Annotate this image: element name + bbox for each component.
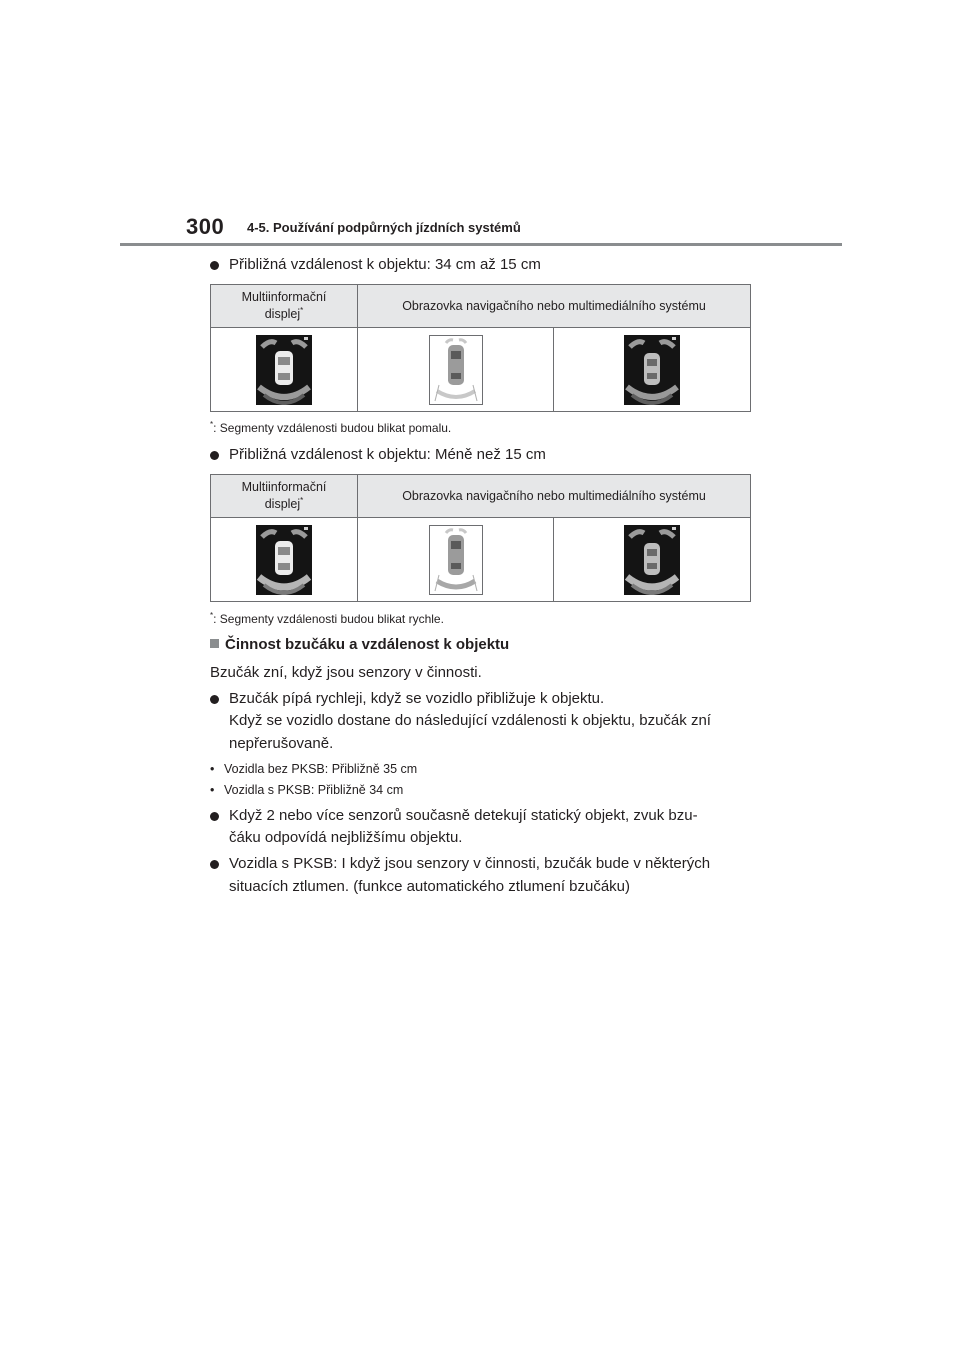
bullet-text: Vozidla s PKSB: I když jsou senzory v činnosti, bzučák bude v některých: [229, 855, 711, 872]
bullet-dot: [210, 451, 219, 460]
page-number: 300: [186, 214, 225, 239]
bullet-dot: [210, 860, 219, 869]
parking-display-dark-image: [624, 525, 680, 595]
footnote-text: : Segmenty vzdálenosti budou blikat rychle.: [213, 612, 444, 626]
multi-info-display-image: [211, 328, 358, 412]
header-line1: Multiinformační: [241, 290, 327, 305]
footnote-2: [210, 611, 444, 626]
multimedia-display-image: [554, 328, 751, 412]
footnote-text: : Segmenty vzdálenosti budou blikat pomalu.: [213, 421, 452, 435]
parking-display-dark-image: [624, 335, 680, 405]
navigation-display-image: [358, 328, 554, 412]
bullet-dot: [210, 695, 219, 704]
navigation-screen-header: Obrazovka navigačního nebo multimediálního systému: [358, 475, 751, 518]
parking-display-dark-image: [256, 335, 312, 405]
header-line2: displej: [264, 497, 301, 512]
navigation-screen-header: Obrazovka navigačního nebo multimediálního systému: [358, 285, 751, 328]
footnote-mark: *: [210, 420, 214, 429]
parking-display-dark-image: [256, 525, 312, 595]
footnote-1: [210, 420, 451, 435]
multi-info-display-header: [211, 285, 358, 328]
bullet-text: Přibližná vzdálenost k objektu: 34 cm až 15 cm: [229, 256, 541, 273]
page-header: [0, 0, 960, 250]
asterisk: *: [300, 496, 304, 506]
sub-bullet-dot: •: [210, 783, 215, 797]
bullet-continuation: Když se vozidlo dostane do následující vzdálenosti k objektu, bzučák zní: [229, 712, 711, 729]
parking-display-light-image: [429, 525, 483, 595]
multi-info-display-image: [211, 518, 358, 602]
bullet-text: Když 2 nebo více senzorů současně detekují statický objekt, zvuk bzu-: [229, 807, 698, 824]
bullet-continuation: situacích ztlumen. (funkce automatického ztlumení bzučáku): [229, 878, 631, 895]
section-title: 4-5. Používání podpůrných jízdních systémů: [247, 220, 521, 235]
display-table-2: [210, 474, 751, 602]
square-bullet-icon: [210, 639, 219, 648]
sub-bullet-text: Vozidla bez PKSB: Přibližně 35 cm: [224, 762, 418, 776]
buzzer-intro: Bzučák zní, když jsou senzory v činnosti.: [210, 664, 482, 681]
bullet-text: Přibližná vzdálenost k objektu: Méně než 15 cm: [229, 446, 546, 463]
header-line1: Multiinformační: [241, 480, 327, 495]
sub-bullet-dot: •: [210, 762, 215, 776]
buzzer-heading: [210, 636, 509, 653]
header-divider: [120, 243, 842, 246]
bullet-dot: [210, 261, 219, 270]
asterisk: *: [300, 306, 304, 316]
bullet-continuation: čáku odpovídá nejbližšímu objektu.: [229, 829, 463, 846]
multimedia-display-image: [554, 518, 751, 602]
sub-bullet-text: Vozidla s PKSB: Přibližně 34 cm: [224, 783, 404, 797]
parking-display-light-image: [429, 335, 483, 405]
bullet-dot: [210, 812, 219, 821]
sub-bullet-2: [210, 783, 403, 797]
header-line2: displej: [264, 307, 301, 322]
navigation-display-image: [358, 518, 554, 602]
display-table-1: [210, 284, 751, 412]
multi-info-display-header: [211, 475, 358, 518]
heading-text: Činnost bzučáku a vzdálenost k objektu: [225, 636, 510, 653]
footnote-mark: *: [210, 611, 214, 620]
bullet-text: Bzučák pípá rychleji, když se vozidlo přibližuje k objektu.: [229, 690, 605, 707]
sub-bullet-1: [210, 762, 417, 776]
bullet-continuation: nepřerušovaně.: [229, 735, 334, 752]
